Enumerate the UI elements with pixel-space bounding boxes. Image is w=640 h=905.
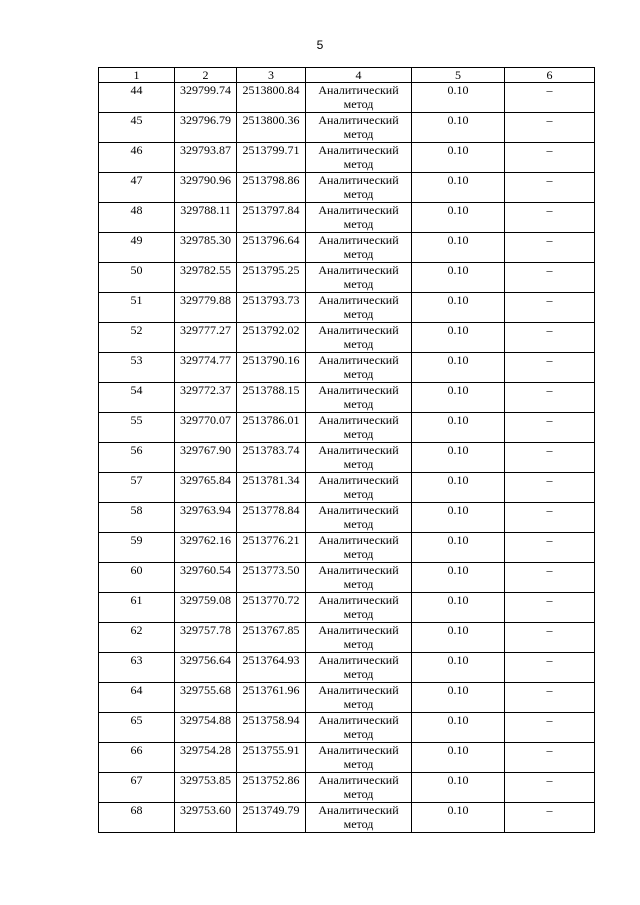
point-number-cell: 46 (99, 143, 175, 173)
y-coordinate-cell: 2513781.34 (237, 473, 306, 503)
accuracy-cell: 0.10 (412, 803, 505, 833)
note-cell: – (505, 113, 595, 143)
x-coordinate-cell: 329757.78 (175, 623, 237, 653)
method-line-1: Аналитический (318, 143, 399, 157)
x-coordinate-cell: 329754.88 (175, 713, 237, 743)
x-coordinate-cell: 329790.96 (175, 173, 237, 203)
method-line-1: Аналитический (318, 743, 399, 757)
y-coordinate-cell: 2513793.73 (237, 293, 306, 323)
x-coordinate-cell: 329763.94 (175, 503, 237, 533)
x-coordinate-cell: 329799.74 (175, 83, 237, 113)
note-cell: – (505, 773, 595, 803)
y-coordinate-cell: 2513752.86 (237, 773, 306, 803)
method-line-1: Аналитический (318, 623, 399, 637)
point-number-cell: 62 (99, 623, 175, 653)
table-row (99, 233, 595, 263)
table-header-row (99, 68, 595, 83)
note-cell: – (505, 713, 595, 743)
note-cell: – (505, 503, 595, 533)
point-number-cell: 55 (99, 413, 175, 443)
y-coordinate-cell: 2513798.86 (237, 173, 306, 203)
method-line-2: метод (343, 517, 374, 531)
note-cell: – (505, 383, 595, 413)
point-number-cell: 54 (99, 383, 175, 413)
x-coordinate-cell: 329785.30 (175, 233, 237, 263)
method-line-2: метод (343, 277, 374, 291)
x-coordinate-cell: 329796.79 (175, 113, 237, 143)
method-line-2: метод (343, 337, 374, 351)
table-row (99, 593, 595, 623)
y-coordinate-cell: 2513799.71 (237, 143, 306, 173)
point-number-cell: 51 (99, 293, 175, 323)
y-coordinate-cell: 2513797.84 (237, 203, 306, 233)
accuracy-cell: 0.10 (412, 293, 505, 323)
note-cell: – (505, 623, 595, 653)
y-coordinate-cell: 2513783.74 (237, 443, 306, 473)
accuracy-cell: 0.10 (412, 743, 505, 773)
point-number-cell: 68 (99, 803, 175, 833)
method-cell (306, 143, 412, 173)
point-number-cell: 53 (99, 353, 175, 383)
point-number-cell: 56 (99, 443, 175, 473)
point-number-cell: 65 (99, 713, 175, 743)
x-coordinate-cell: 329765.84 (175, 473, 237, 503)
note-cell: – (505, 593, 595, 623)
method-line-1: Аналитический (318, 323, 399, 337)
note-cell: – (505, 563, 595, 593)
point-number-cell: 50 (99, 263, 175, 293)
x-coordinate-cell: 329770.07 (175, 413, 237, 443)
accuracy-cell: 0.10 (412, 653, 505, 683)
method-line-1: Аналитический (318, 413, 399, 427)
note-cell: – (505, 323, 595, 353)
accuracy-cell: 0.10 (412, 83, 505, 113)
method-line-1: Аналитический (318, 203, 399, 217)
method-line-1: Аналитический (318, 533, 399, 547)
accuracy-cell: 0.10 (412, 503, 505, 533)
table-row (99, 443, 595, 473)
method-line-2: метод (343, 577, 374, 591)
point-number-cell: 60 (99, 563, 175, 593)
y-coordinate-cell: 2513749.79 (237, 803, 306, 833)
note-cell: – (505, 473, 595, 503)
method-line-2: метод (343, 307, 374, 321)
method-cell (306, 713, 412, 743)
method-cell (306, 263, 412, 293)
accuracy-cell: 0.10 (412, 323, 505, 353)
y-coordinate-cell: 2513795.25 (237, 263, 306, 293)
point-number-cell: 66 (99, 743, 175, 773)
y-coordinate-cell: 2513767.85 (237, 623, 306, 653)
method-line-2: метод (343, 727, 374, 741)
column-header: 2 (175, 68, 237, 83)
x-coordinate-cell: 329772.37 (175, 383, 237, 413)
column-header: 4 (306, 68, 412, 83)
method-line-2: метод (343, 607, 374, 621)
method-cell (306, 593, 412, 623)
table-row (99, 383, 595, 413)
note-cell: – (505, 233, 595, 263)
accuracy-cell: 0.10 (412, 713, 505, 743)
note-cell: – (505, 263, 595, 293)
method-line-1: Аналитический (318, 473, 399, 487)
table-row (99, 353, 595, 383)
table-row (99, 713, 595, 743)
note-cell: – (505, 143, 595, 173)
point-number-cell: 64 (99, 683, 175, 713)
accuracy-cell: 0.10 (412, 143, 505, 173)
point-number-cell: 67 (99, 773, 175, 803)
accuracy-cell: 0.10 (412, 533, 505, 563)
y-coordinate-cell: 2513758.94 (237, 713, 306, 743)
method-cell (306, 803, 412, 833)
y-coordinate-cell: 2513778.84 (237, 503, 306, 533)
method-line-1: Аналитический (318, 443, 399, 457)
y-coordinate-cell: 2513792.02 (237, 323, 306, 353)
method-line-2: метод (343, 457, 374, 471)
y-coordinate-cell: 2513800.84 (237, 83, 306, 113)
column-header: 5 (412, 68, 505, 83)
method-line-2: метод (343, 157, 374, 171)
note-cell: – (505, 803, 595, 833)
method-line-1: Аналитический (318, 683, 399, 697)
x-coordinate-cell: 329793.87 (175, 143, 237, 173)
method-cell (306, 503, 412, 533)
y-coordinate-cell: 2513764.93 (237, 653, 306, 683)
x-coordinate-cell: 329753.85 (175, 773, 237, 803)
point-number-cell: 49 (99, 233, 175, 263)
accuracy-cell: 0.10 (412, 173, 505, 203)
y-coordinate-cell: 2513790.16 (237, 353, 306, 383)
method-cell (306, 653, 412, 683)
method-line-1: Аналитический (318, 233, 399, 247)
accuracy-cell: 0.10 (412, 383, 505, 413)
note-cell: – (505, 173, 595, 203)
table-row (99, 293, 595, 323)
method-line-2: метод (343, 367, 374, 381)
accuracy-cell: 0.10 (412, 203, 505, 233)
method-cell (306, 173, 412, 203)
note-cell: – (505, 743, 595, 773)
accuracy-cell: 0.10 (412, 443, 505, 473)
note-cell: – (505, 413, 595, 443)
note-cell: – (505, 83, 595, 113)
method-line-2: метод (343, 697, 374, 711)
x-coordinate-cell: 329756.64 (175, 653, 237, 683)
method-cell (306, 773, 412, 803)
method-line-1: Аналитический (318, 113, 399, 127)
point-number-cell: 45 (99, 113, 175, 143)
x-coordinate-cell: 329754.28 (175, 743, 237, 773)
table-row (99, 143, 595, 173)
method-cell (306, 383, 412, 413)
x-coordinate-cell: 329774.77 (175, 353, 237, 383)
method-line-1: Аналитический (318, 293, 399, 307)
table-row (99, 413, 595, 443)
method-line-2: метод (343, 757, 374, 771)
y-coordinate-cell: 2513755.91 (237, 743, 306, 773)
y-coordinate-cell: 2513773.50 (237, 563, 306, 593)
method-line-2: метод (343, 397, 374, 411)
accuracy-cell: 0.10 (412, 683, 505, 713)
method-line-2: метод (343, 427, 374, 441)
note-cell: – (505, 683, 595, 713)
method-cell (306, 623, 412, 653)
point-number-cell: 58 (99, 503, 175, 533)
page-number: 5 (316, 38, 324, 52)
y-coordinate-cell: 2513796.64 (237, 233, 306, 263)
method-line-2: метод (343, 637, 374, 651)
y-coordinate-cell: 2513786.01 (237, 413, 306, 443)
method-cell (306, 203, 412, 233)
table-row (99, 683, 595, 713)
x-coordinate-cell: 329777.27 (175, 323, 237, 353)
table-row (99, 503, 595, 533)
accuracy-cell: 0.10 (412, 593, 505, 623)
table-row (99, 533, 595, 563)
method-line-1: Аналитический (318, 503, 399, 517)
x-coordinate-cell: 329760.54 (175, 563, 237, 593)
method-cell (306, 353, 412, 383)
table-row (99, 743, 595, 773)
x-coordinate-cell: 329779.88 (175, 293, 237, 323)
table-row (99, 563, 595, 593)
x-coordinate-cell: 329759.08 (175, 593, 237, 623)
method-line-2: метод (343, 217, 374, 231)
method-cell (306, 473, 412, 503)
column-header: 3 (237, 68, 306, 83)
accuracy-cell: 0.10 (412, 113, 505, 143)
method-cell (306, 323, 412, 353)
note-cell: – (505, 293, 595, 323)
method-line-2: метод (343, 247, 374, 261)
accuracy-cell: 0.10 (412, 473, 505, 503)
method-line-2: метод (343, 97, 374, 111)
table-row (99, 773, 595, 803)
method-cell (306, 113, 412, 143)
method-cell (306, 563, 412, 593)
point-number-cell: 59 (99, 533, 175, 563)
method-line-2: метод (343, 187, 374, 201)
table-row (99, 83, 595, 113)
method-line-2: метод (343, 487, 374, 501)
method-line-2: метод (343, 667, 374, 681)
table-row (99, 113, 595, 143)
method-line-1: Аналитический (318, 383, 399, 397)
method-line-1: Аналитический (318, 173, 399, 187)
point-number-cell: 63 (99, 653, 175, 683)
method-line-1: Аналитический (318, 563, 399, 577)
table-row (99, 653, 595, 683)
method-line-1: Аналитический (318, 353, 399, 367)
table-row (99, 623, 595, 653)
y-coordinate-cell: 2513788.15 (237, 383, 306, 413)
table-row (99, 203, 595, 233)
note-cell: – (505, 443, 595, 473)
accuracy-cell: 0.10 (412, 233, 505, 263)
x-coordinate-cell: 329753.60 (175, 803, 237, 833)
y-coordinate-cell: 2513800.36 (237, 113, 306, 143)
point-number-cell: 44 (99, 83, 175, 113)
method-cell (306, 533, 412, 563)
method-line-2: метод (343, 817, 374, 831)
table-row (99, 263, 595, 293)
note-cell: – (505, 353, 595, 383)
method-line-1: Аналитический (318, 713, 399, 727)
point-number-cell: 61 (99, 593, 175, 623)
method-line-1: Аналитический (318, 653, 399, 667)
point-number-cell: 57 (99, 473, 175, 503)
table-row (99, 803, 595, 833)
coordinates-table (98, 67, 595, 833)
method-cell (306, 743, 412, 773)
method-line-1: Аналитический (318, 593, 399, 607)
table-row (99, 323, 595, 353)
accuracy-cell: 0.10 (412, 263, 505, 293)
method-cell (306, 293, 412, 323)
method-line-1: Аналитический (318, 263, 399, 277)
column-header: 1 (99, 68, 175, 83)
method-cell (306, 83, 412, 113)
table-row (99, 173, 595, 203)
y-coordinate-cell: 2513776.21 (237, 533, 306, 563)
note-cell: – (505, 203, 595, 233)
method-cell (306, 233, 412, 263)
point-number-cell: 47 (99, 173, 175, 203)
point-number-cell: 52 (99, 323, 175, 353)
accuracy-cell: 0.10 (412, 773, 505, 803)
point-number-cell: 48 (99, 203, 175, 233)
accuracy-cell: 0.10 (412, 353, 505, 383)
method-cell (306, 413, 412, 443)
note-cell: – (505, 653, 595, 683)
method-line-1: Аналитический (318, 803, 399, 817)
y-coordinate-cell: 2513770.72 (237, 593, 306, 623)
accuracy-cell: 0.10 (412, 623, 505, 653)
method-line-1: Аналитический (318, 773, 399, 787)
column-header: 6 (505, 68, 595, 83)
method-cell (306, 443, 412, 473)
method-line-1: Аналитический (318, 83, 399, 97)
table-row (99, 473, 595, 503)
method-line-2: метод (343, 547, 374, 561)
accuracy-cell: 0.10 (412, 563, 505, 593)
x-coordinate-cell: 329782.55 (175, 263, 237, 293)
method-line-2: метод (343, 127, 374, 141)
x-coordinate-cell: 329767.90 (175, 443, 237, 473)
x-coordinate-cell: 329755.68 (175, 683, 237, 713)
note-cell: – (505, 533, 595, 563)
method-line-2: метод (343, 787, 374, 801)
x-coordinate-cell: 329788.11 (175, 203, 237, 233)
accuracy-cell: 0.10 (412, 413, 505, 443)
method-cell (306, 683, 412, 713)
x-coordinate-cell: 329762.16 (175, 533, 237, 563)
y-coordinate-cell: 2513761.96 (237, 683, 306, 713)
